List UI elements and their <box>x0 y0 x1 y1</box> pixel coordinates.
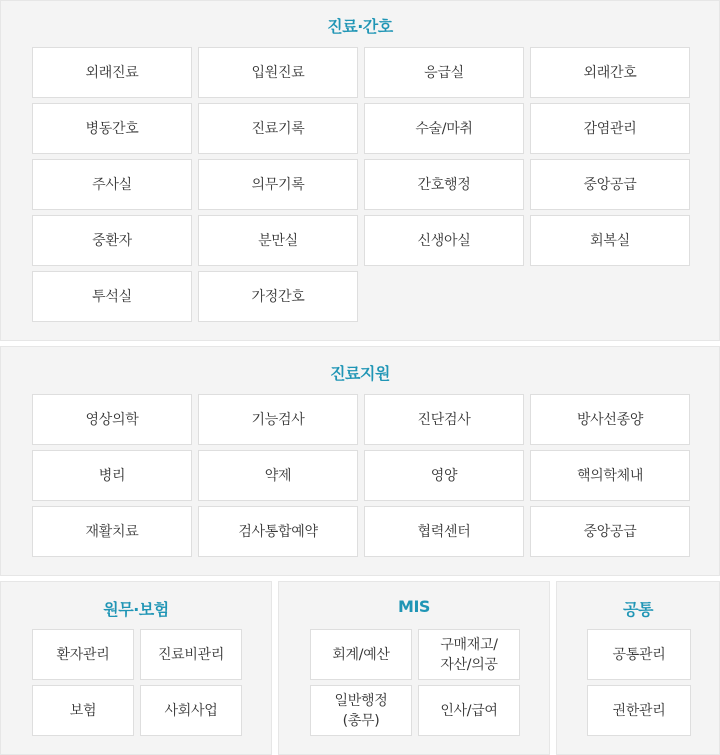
section-title-mis: MIS <box>398 597 430 616</box>
menu-button-label: 재활치료 <box>85 523 139 540</box>
menu-button-support[interactable] <box>198 394 358 445</box>
menu-button-label: 권한관리 <box>612 702 666 719</box>
menu-button-care[interactable] <box>364 159 524 210</box>
menu-button-label: 병동간호 <box>85 120 139 137</box>
menu-button-admin[interactable] <box>32 629 134 680</box>
menu-button-care[interactable] <box>198 159 358 210</box>
menu-button-care[interactable] <box>530 159 690 210</box>
menu-button-support[interactable] <box>198 450 358 501</box>
menu-button-label: 분만실 <box>258 232 298 249</box>
menu-button-care[interactable] <box>32 47 192 98</box>
menu-button-label: 약제 <box>264 467 292 484</box>
section-common <box>556 581 720 755</box>
menu-button-label: 사회사업 <box>164 702 218 719</box>
menu-button-label: 감염관리 <box>583 120 637 137</box>
menu-button-care[interactable] <box>364 47 524 98</box>
menu-button-label: 입원진료 <box>251 64 305 81</box>
menu-button-admin[interactable] <box>140 629 242 680</box>
menu-button-label: 응급실 <box>424 64 464 81</box>
section-mis <box>278 581 550 755</box>
menu-button-care[interactable] <box>32 103 192 154</box>
menu-button-admin[interactable] <box>32 685 134 736</box>
menu-button-label: 영양 <box>430 467 458 484</box>
menu-button-support[interactable] <box>364 394 524 445</box>
menu-button-care[interactable] <box>32 159 192 210</box>
menu-button-label: 진료기록 <box>251 120 305 137</box>
menu-button-label: 병리 <box>98 467 126 484</box>
menu-button-label: 간호행정 <box>417 176 471 193</box>
menu-button-label: 의무기록 <box>251 176 305 193</box>
menu-button-mis[interactable] <box>310 629 412 680</box>
menu-button-care[interactable] <box>364 103 524 154</box>
menu-button-mis[interactable] <box>418 629 520 680</box>
menu-button-label: 회복실 <box>590 232 630 249</box>
menu-button-care[interactable] <box>198 47 358 98</box>
menu-button-support[interactable] <box>364 450 524 501</box>
menu-button-label: 진료비관리 <box>157 646 225 663</box>
section-title-common: 공통 <box>623 600 653 619</box>
menu-button-label: 방사선종양 <box>576 411 644 428</box>
menu-button-support[interactable] <box>364 506 524 557</box>
menu-button-label: 주사실 <box>92 176 132 193</box>
menu-button-label: 중앙공급 <box>583 523 637 540</box>
menu-button-label: 외래간호 <box>583 64 637 81</box>
menu-button-care[interactable] <box>198 215 358 266</box>
menu-button-care[interactable] <box>364 215 524 266</box>
menu-button-label: 중환자 <box>92 232 132 249</box>
menu-button-label: 공통관리 <box>612 646 666 663</box>
menu-button-common[interactable] <box>587 629 691 680</box>
menu-button-label: 핵의학체내 <box>576 467 644 484</box>
menu-button-label: 환자관리 <box>56 646 110 663</box>
menu-button-care[interactable] <box>198 271 358 322</box>
menu-button-care[interactable] <box>198 103 358 154</box>
menu-button-label: 투석실 <box>92 288 132 305</box>
menu-button-label: 영상의학 <box>85 411 139 428</box>
menu-button-care[interactable] <box>32 215 192 266</box>
section-title-care: 진료·간호 <box>327 17 393 36</box>
menu-button-support[interactable] <box>530 450 690 501</box>
menu-button-label: 회계/예산 <box>332 646 390 663</box>
menu-button-support[interactable] <box>32 506 192 557</box>
section-support <box>0 346 720 576</box>
menu-button-care[interactable] <box>530 47 690 98</box>
menu-button-admin[interactable] <box>140 685 242 736</box>
section-title-admin: 원무·보험 <box>103 600 169 619</box>
menu-button-label: 보험 <box>69 702 97 719</box>
menu-button-support[interactable] <box>530 394 690 445</box>
section-admin <box>0 581 272 755</box>
menu-button-label: 협력센터 <box>417 523 471 540</box>
menu-button-label: 가정간호 <box>251 288 305 305</box>
menu-button-label: 신생아실 <box>417 232 471 249</box>
menu-button-label: 검사통합예약 <box>238 523 318 540</box>
menu-button-support[interactable] <box>530 506 690 557</box>
menu-button-label: 진단검사 <box>417 411 471 428</box>
menu-button-care[interactable] <box>32 271 192 322</box>
menu-button-label: 수술/마취 <box>415 120 473 137</box>
menu-button-care[interactable] <box>530 103 690 154</box>
menu-button-label: 외래진료 <box>85 64 139 81</box>
menu-button-label: 구매재고/ 자산/의공 <box>440 636 498 673</box>
menu-button-label: 중앙공급 <box>583 176 637 193</box>
menu-button-label: 일반행정 (총무) <box>334 692 388 729</box>
menu-button-label: 기능검사 <box>251 411 305 428</box>
menu-button-support[interactable] <box>32 450 192 501</box>
menu-button-support[interactable] <box>198 506 358 557</box>
menu-button-care[interactable] <box>530 215 690 266</box>
menu-button-mis[interactable] <box>418 685 520 736</box>
menu-button-mis[interactable] <box>310 685 412 736</box>
menu-button-label: 인사/급여 <box>440 702 498 719</box>
menu-button-support[interactable] <box>32 394 192 445</box>
section-title-support: 진료지원 <box>330 364 390 383</box>
menu-button-common[interactable] <box>587 685 691 736</box>
section-care <box>0 0 720 341</box>
